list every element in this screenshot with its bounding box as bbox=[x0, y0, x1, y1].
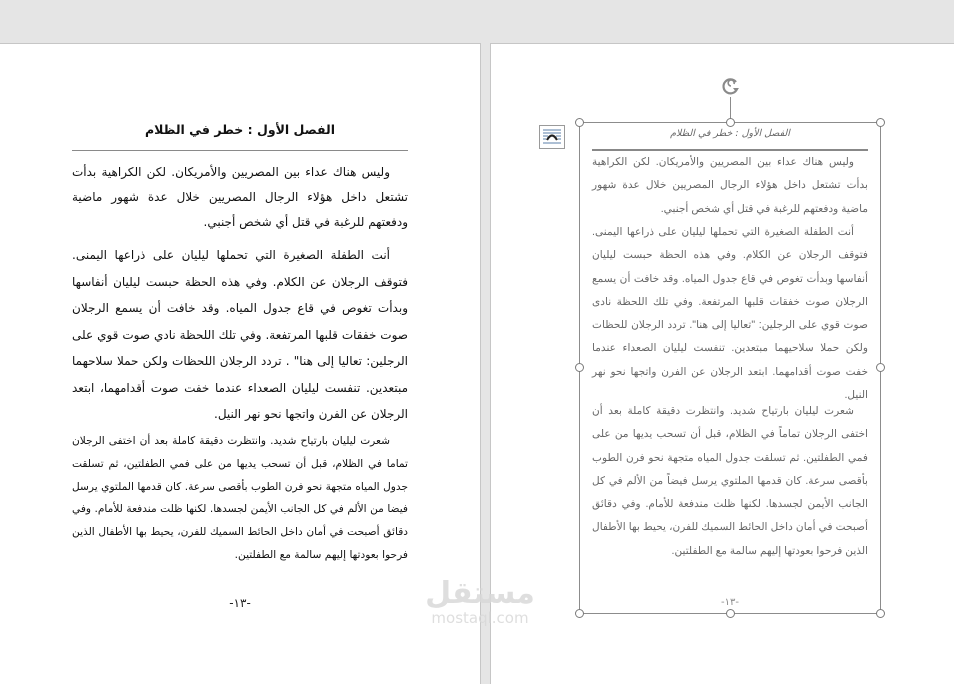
textbox-paragraph bbox=[592, 151, 868, 221]
page-number: -١٣- bbox=[229, 596, 251, 610]
textbox-paragraph bbox=[592, 400, 868, 563]
title-divider bbox=[72, 150, 408, 151]
paragraph-text: أنت الطفلة الصغيرة التي تحملها ليليان على ذراعها اليمنى. فتوقف الرجلان عن الكلام. وفي هذه الحظة حبست ليليان أنفاسها وبدأت تغوص في قاع جدول المياه. وقد خافت أن يسمع الرجلان صوت خفقات قلبها المرتفعة. وفي تلك اللحظة نادى صوت قوي على الرجلين: "تعاليا إلى هنا". تردد الرجلان للحظات ولكن حملا سلاحيهما مبتعدين. تنفست ليليان الصعداء عندما خفت صوت أقدامهما. ابتعد الرجلان عن الفرن واتجها نحو نهر النيل. bbox=[592, 226, 868, 402]
resize-handle-top-center[interactable] bbox=[726, 118, 735, 127]
paragraph-text: شعرت ليليان بارتياح شديد. وانتظرت دقيقة كاملة بعد أن اختفى الرجلان تماما في الظلام، قبل أن تسحب يديها من على فمي الطفلتين، ثم تسلقت جدول المياه متجهة نحو فرن الطوب بأقصى سرعة. كان قدمها الملتوي يرسل فيضا من الألم في كل الجانب الأيمن لجسدها. لكنها ظلت مندفعة للأمام. وفي دقائق أصبحت في أمان داخل الحائط السميك للفرن، يحيط بها الأطفال الذين فرحوا بعودتها إليهم سالمة مع الطفلتين. bbox=[72, 435, 408, 561]
watermark-arabic: مستقل bbox=[425, 576, 535, 611]
resize-handle-bottom-center[interactable] bbox=[726, 609, 735, 618]
resize-handle-bottom-left[interactable] bbox=[575, 609, 584, 618]
resize-handle-middle-right[interactable] bbox=[876, 363, 885, 372]
mostaql-watermark bbox=[415, 578, 545, 626]
layout-options-icon bbox=[540, 126, 564, 148]
watermark-latin: mostaql.com bbox=[431, 609, 529, 627]
resize-handle-top-right[interactable] bbox=[876, 118, 885, 127]
rotate-handle-icon[interactable] bbox=[721, 76, 741, 96]
resize-handle-top-left[interactable] bbox=[575, 118, 584, 127]
textbox-paragraph bbox=[592, 221, 868, 407]
paragraph bbox=[72, 242, 408, 428]
paragraph bbox=[72, 160, 408, 235]
paragraph-text: شعرت ليليان بارتياح شديد. وانتظرت دقيقة كاملة بعد أن اختفى الرجلان تماماً في الظلام، قبل أن تسحب يديها من على فمي الطفلتين. ثم تسلقت جدول المياه متجهة نحو فرن الطوب بأقصى سرعة. كان قدمها الملتوي يرسل فيضاً من الألم في كل الجانب الأيمن لجسدها. لكنها ظلت مندفعة للأمام. وفي دقائق أصبحت في أمان داخل الحائط السميك للفرن، يحيط بها الأطفال الذين فرحوا بعودتها إليهم سالمة مع الطفلتين. bbox=[592, 405, 868, 557]
chapter-title: الفصل الأول : خطر في الظلام bbox=[144, 122, 335, 137]
resize-handle-bottom-right[interactable] bbox=[876, 609, 885, 618]
textbox-chapter-title: الفصل الأول : خطر في الظلام bbox=[670, 128, 790, 139]
paragraph-text: وليس هناك عداء بين المصريين والأمريكان. لكن الكراهية بدأت تشتعل داخل هؤلاء الرجال المصريين خلال عدة شهور ماضية ودفعتهم للرغبة في قتل أي شخص أجنبي. bbox=[72, 165, 408, 229]
layout-options-button[interactable] bbox=[539, 125, 565, 149]
resize-handle-middle-left[interactable] bbox=[575, 363, 584, 372]
paragraph-text: أنت الطفلة الصغيرة التي تحملها ليليان على ذراعها اليمنى. فتوقف الرجلان عن الكلام. وفي هذه الحظة حبست ليليان أنفاسها وبدأت تغوص في قاع جدول المياه. وقد خافت أن يسمع الرجلان صوت خفقات قلبها المرتفعة. وفي تلك اللحظة نادي صوت قوي على الرجلين: تعاليا إلى هنا" . تردد الرجلان اللحظات ولكن حملا سلاحهما مبتعدين. تنفست ليليان الصعداء عندما خفت صوت أقدامهما، ابتعد الرجلان عن الفرن واتجها نحو نهر النيل. bbox=[72, 248, 408, 421]
textbox-page-number: -١٣- bbox=[721, 597, 739, 608]
paragraph-text: وليس هناك عداء بين المصريين والأمريكان. لكن الكراهية بدأت تشتعل داخل هؤلاء الرجال المصريين خلال عدة شهور ماضية ودفعتهم للرغبة في قتل أي شخص أجنبي. bbox=[592, 156, 868, 215]
paragraph bbox=[72, 430, 408, 567]
